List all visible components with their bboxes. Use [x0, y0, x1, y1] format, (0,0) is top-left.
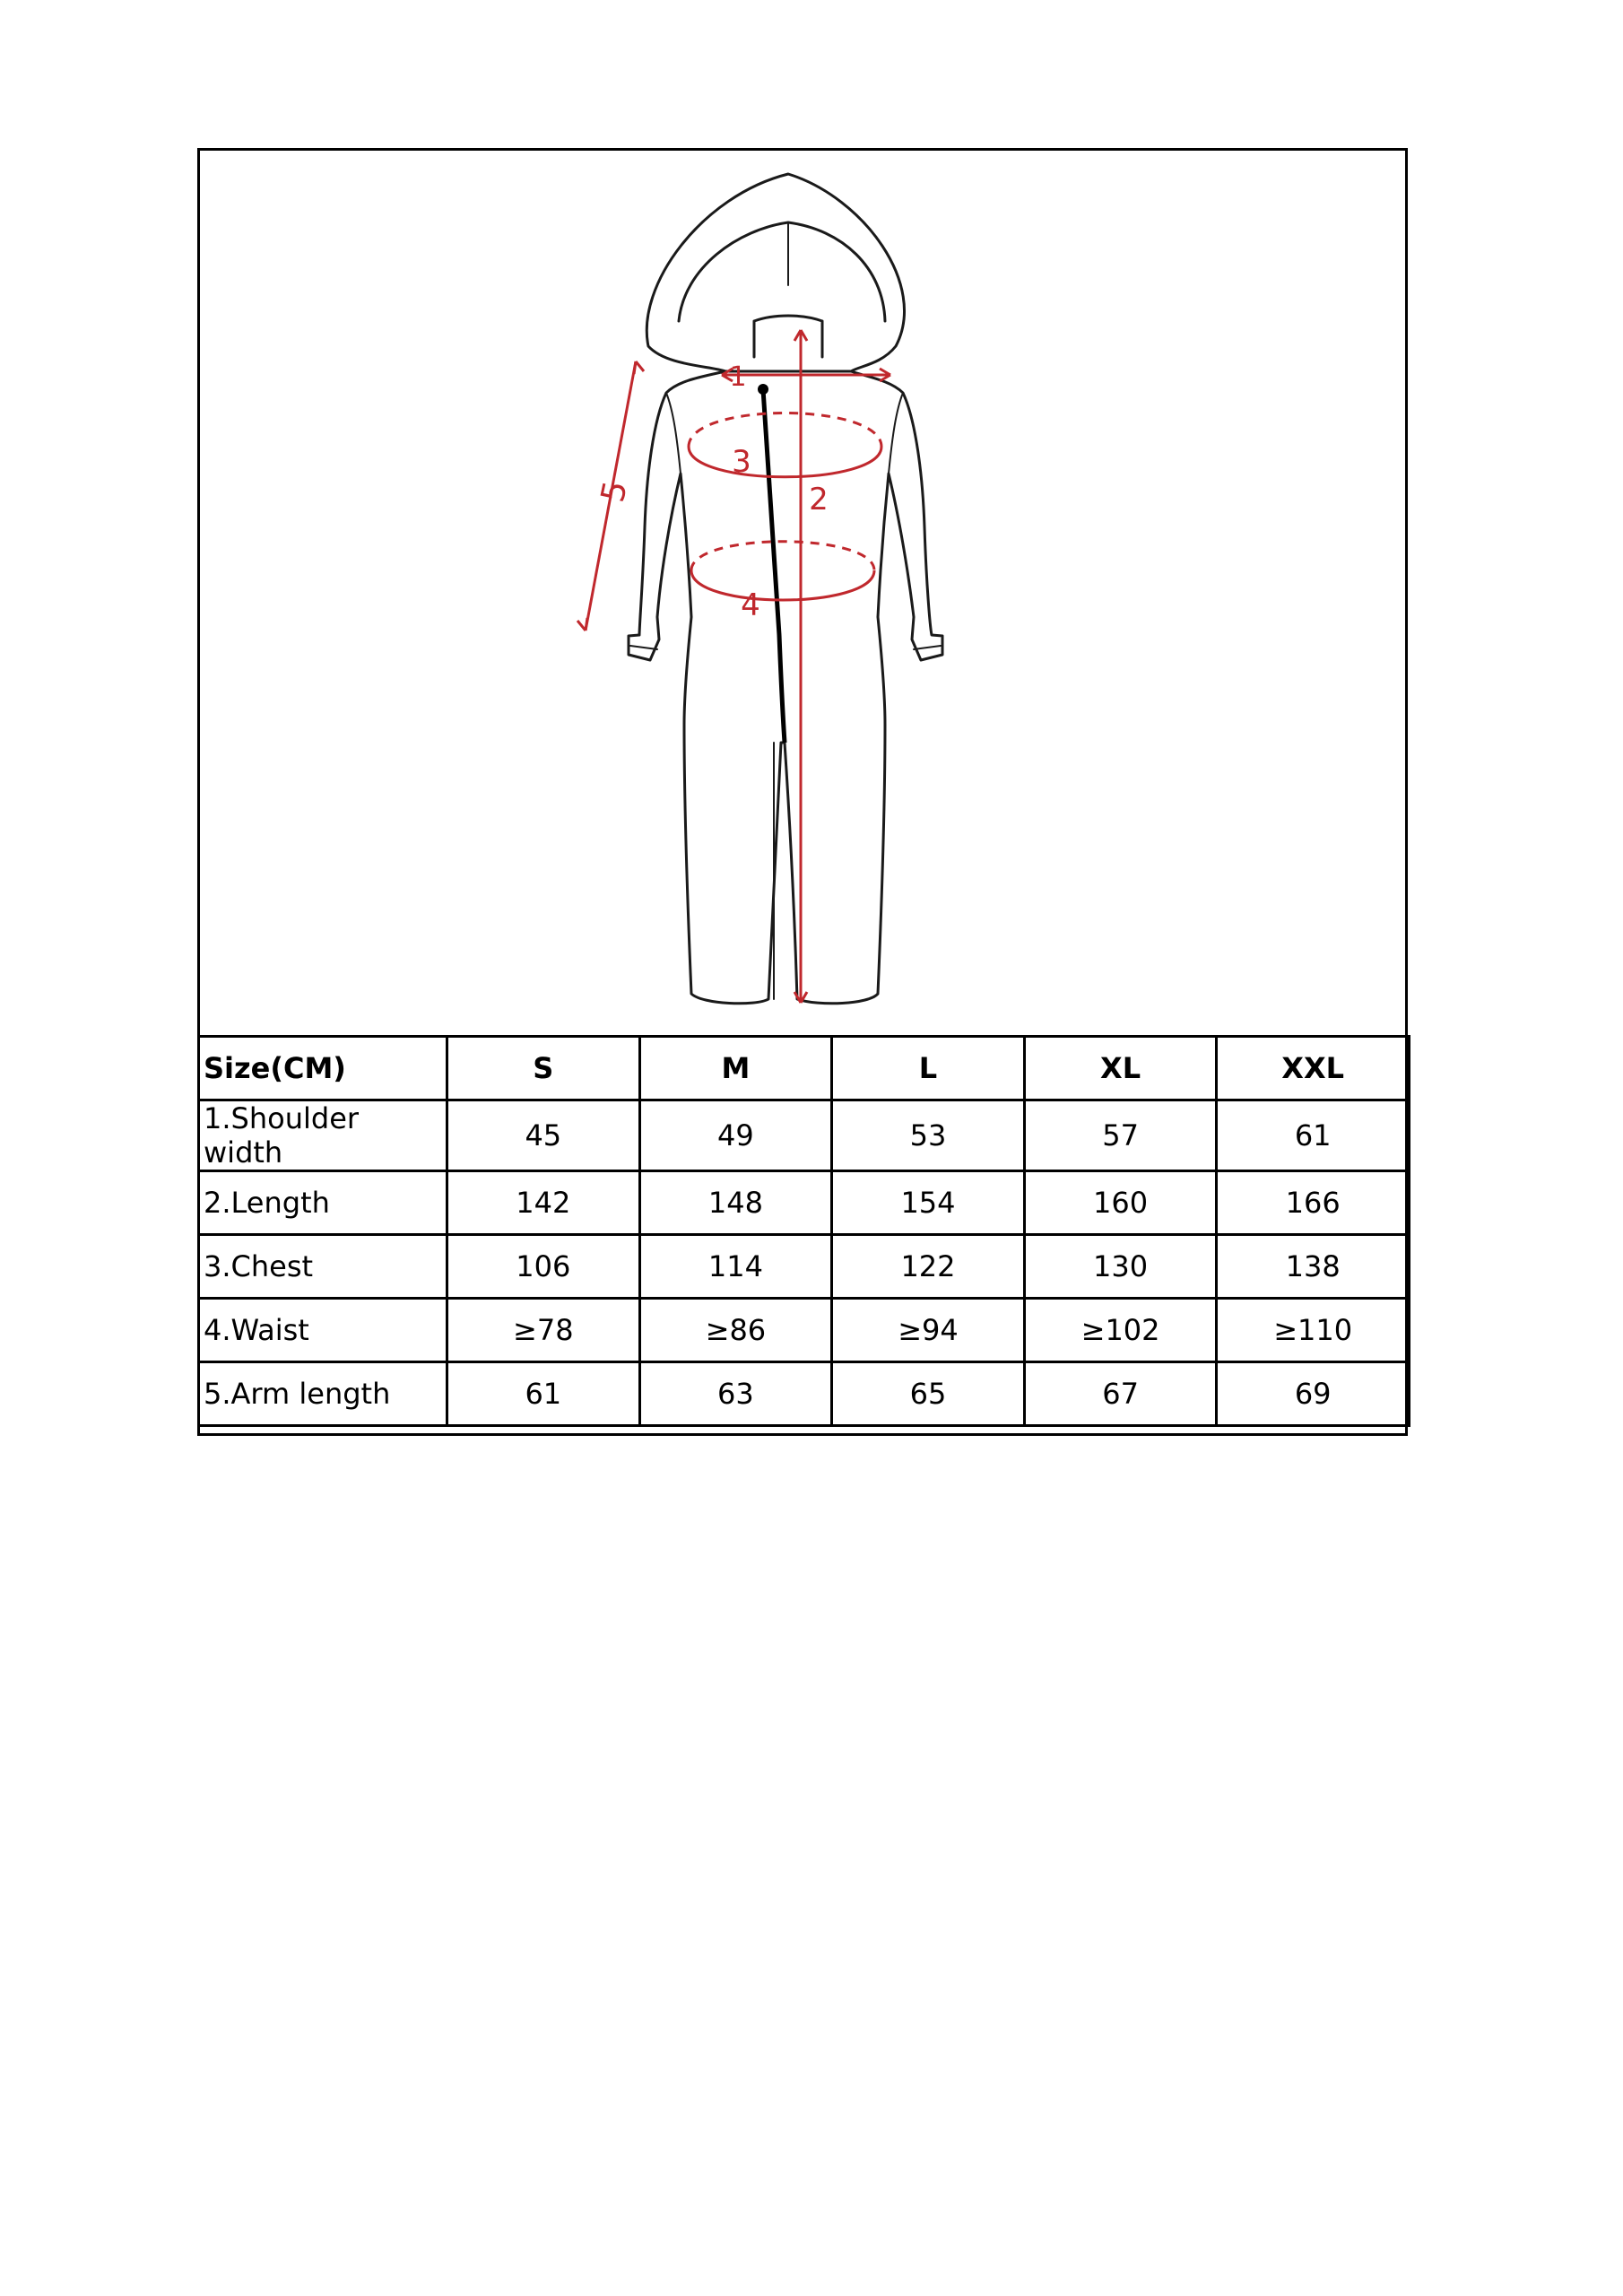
table-cell: 67: [1024, 1362, 1217, 1426]
row-label: 3.Chest: [199, 1235, 447, 1299]
size-table: [197, 1035, 1410, 1427]
row-label: 2.Length: [199, 1171, 447, 1235]
header-cell: XL: [1024, 1037, 1217, 1100]
table-cell: 130: [1024, 1235, 1217, 1299]
table-cell: 45: [447, 1100, 640, 1171]
header-cell: S: [447, 1037, 640, 1100]
table-row: [199, 1235, 1410, 1299]
row-label: 4.Waist: [199, 1299, 447, 1362]
table-cell: 160: [1024, 1171, 1217, 1235]
table-cell: 61: [1217, 1100, 1410, 1171]
table-cell: 122: [832, 1235, 1025, 1299]
table-cell: 166: [1217, 1171, 1410, 1235]
table-cell: ≥78: [447, 1299, 640, 1362]
hood-opening: [679, 222, 885, 321]
table-cell: ≥86: [639, 1299, 832, 1362]
collar: [754, 316, 822, 357]
table-cell: 142: [447, 1171, 640, 1235]
table-row: [199, 1100, 1410, 1171]
header-cell: M: [639, 1037, 832, 1100]
hood-outline: [647, 174, 904, 371]
measurement-callouts: [577, 330, 890, 1003]
table-cell: ≥94: [832, 1299, 1025, 1362]
row-label: 1.Shoulder width: [199, 1100, 447, 1171]
header-cell: L: [832, 1037, 1025, 1100]
table-cell: 57: [1024, 1100, 1217, 1171]
table-cell: 138: [1217, 1235, 1410, 1299]
table-cell: 148: [639, 1171, 832, 1235]
table-cell: ≥110: [1217, 1299, 1410, 1362]
zipper: [763, 389, 785, 743]
table-header-row: [199, 1037, 1410, 1100]
size-chart: [197, 148, 1408, 1436]
table-cell: 106: [447, 1235, 640, 1299]
header-cell: XXL: [1217, 1037, 1410, 1100]
callout-label-length: 2: [809, 482, 829, 517]
table-cell: 154: [832, 1171, 1025, 1235]
callout-label-chest: 3: [732, 444, 751, 480]
table-cell: 65: [832, 1362, 1025, 1426]
table-cell: ≥102: [1024, 1299, 1217, 1362]
row-label: 5.Arm length: [199, 1362, 447, 1426]
table-cell: 53: [832, 1100, 1025, 1171]
header-cell: Size(CM): [199, 1037, 447, 1100]
table-row: [199, 1171, 1410, 1235]
jumpsuit-diagram: [200, 151, 1405, 1037]
table-row: [199, 1362, 1410, 1426]
table-cell: 61: [447, 1362, 640, 1426]
callout-label-shoulder: 1: [729, 361, 747, 393]
table-cell: 49: [639, 1100, 832, 1171]
table-row: [199, 1299, 1410, 1362]
table-cell: 69: [1217, 1362, 1410, 1426]
callout-label-arm: 5: [595, 477, 635, 506]
table-cell: 63: [639, 1362, 832, 1426]
callout-label-waist: 4: [741, 587, 760, 623]
body-outline: [629, 371, 942, 1004]
jumpsuit-illustration: [200, 151, 1405, 1037]
table-cell: 114: [639, 1235, 832, 1299]
